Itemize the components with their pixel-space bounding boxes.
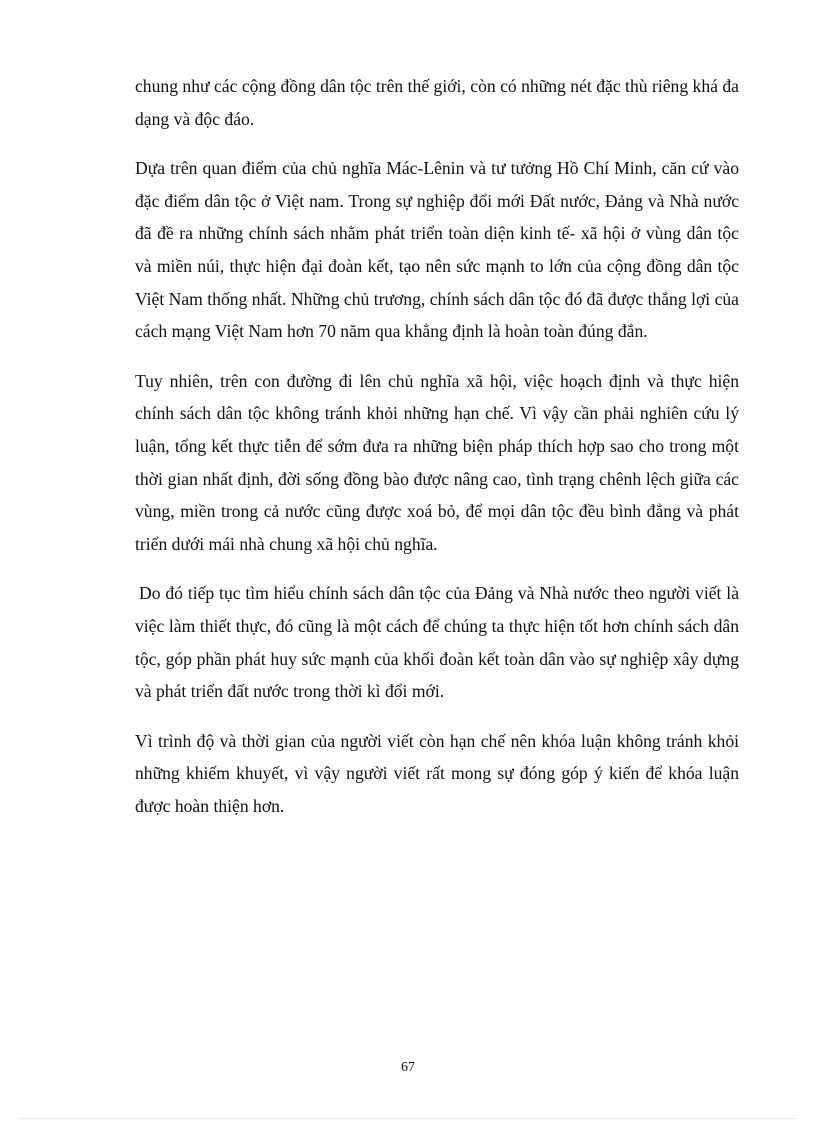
paragraph-limitations: Tuy nhiên, trên con đường đi lên chủ nghĩa xã hội, việc hoạch định và thực hiện chính sách dân tộc không tránh khỏi những hạn chế. Vì vậy cần phải nghiên cứu lý luận, tổng kết thực tiễn để sớm đưa ra những biện pháp thích hợp sao cho trong một thời gian nhất định, đời sống đồng bào được nâng cao, tình trạng chênh lệch giữa các vùng, miền trong cả nước cũng được xoá bỏ, để mọi dân tộc đều bình đẳng và phát triển dưới mái nhà chung xã hội chủ nghĩa.: [135, 370, 739, 554]
paragraph-research-purpose: Do đó tiếp tục tìm hiểu chính sách dân tộc của Đảng và Nhà nước theo người viết là việc làm thiết thực, đó cũng là một cách để chúng ta thực hiện tốt hơn chính sách dân tộc, góp phần phát huy sức mạnh của khối đoàn kết toàn dân vào sự nghiệp xây dựng và phát triển đất nước trong thời kì đổi mới.: [135, 583, 739, 702]
document-body: [135, 70, 739, 839]
paragraph-continuation: chung như các cộng đồng dân tộc trên thế giới, còn có những nét đặc thù riêng khá đa dạng và độc đáo.: [135, 76, 739, 129]
page-bottom-divider: [20, 1118, 796, 1119]
paragraph-closing-note: Vì trình độ và thời gian của người viết còn hạn chế nên khóa luận không tránh khỏi những khiếm khuyết, vì vậy người viết rất mong sự đóng góp ý kiến để khóa luận được hoàn thiện hơn.: [135, 730, 739, 816]
page-number: 67: [401, 1060, 415, 1075]
paragraph-policy-basis: Dựa trên quan điểm của chủ nghĩa Mác-Lênin và tư tưởng Hồ Chí Minh, căn cứ vào đặc điểm dân tộc ở Việt nam. Trong sự nghiệp đổi mới Đất nước, Đảng và Nhà nước đã đề ra những chính sách nhằm phát triển toàn diện kinh tế- xã hội ở vùng dân tộc và miền núi, thực hiện đại đoàn kết, tạo nên sức mạnh to lớn của cộng đồng dân tộc Việt Nam thống nhất. Những chủ trương, chính sách dân tộc đó đã được thắng lợi của cách mạng Việt Nam hơn 70 năm qua khẳng định là hoàn toàn đúng đắn.: [135, 158, 739, 342]
